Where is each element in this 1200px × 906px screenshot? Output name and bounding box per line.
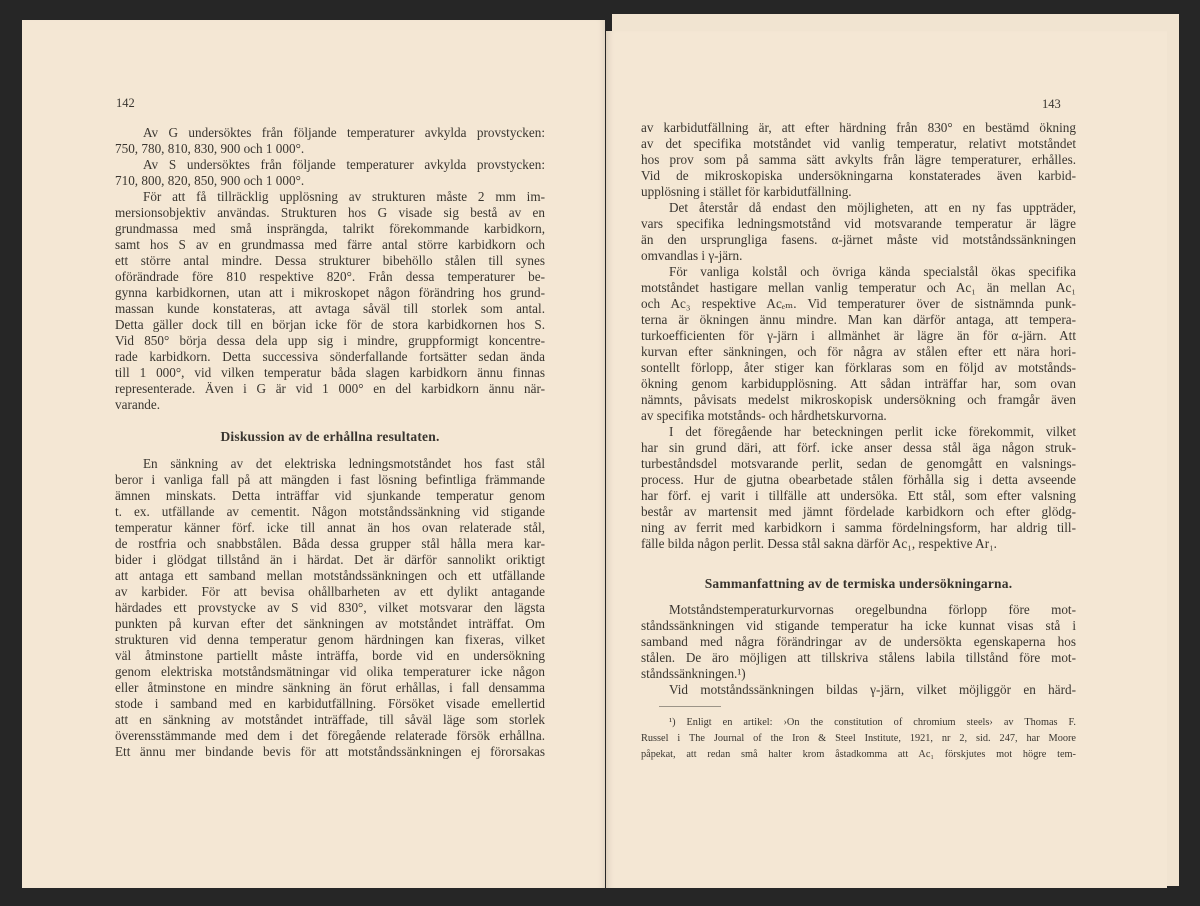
text-line: ett större antal mindre. Dessa strukturer bibehöllo stålen till synes [115, 253, 545, 268]
page-number: 143 [1042, 97, 1061, 111]
text-line: bider i glödgat tillstånd än i härdat. Det är därför sannolikt oriktigt [115, 552, 545, 567]
text-line: omvandlas i γ-järn. [641, 248, 743, 263]
text-line: kurvan efter sänkningen, och för några av stålen efter ett nära hori- [641, 344, 1076, 359]
text-line: temperatur känner förf. icke till annat än hos ovan relaterade stål, [115, 520, 545, 535]
text-line: Vid 850° börja dessa dela upp sig i mindre, gruppformigt koncentre- [115, 333, 545, 348]
text-line: av specifika motstånds- och hårdhetskurvorna. [641, 408, 887, 423]
left-page [22, 20, 605, 888]
text-block [115, 456, 545, 760]
text-line: beror i vanliga fall på att mängden i fast lösning befintliga främmande [115, 472, 545, 487]
text-line: ning av ferrit med karbidkorn i samma fördelningsform, har aldrig till- [641, 520, 1076, 535]
paragraph [641, 424, 1076, 552]
text-line: att en sänkning av motståndet inträffade, till såväl läge som storlek [115, 712, 545, 727]
paragraph [115, 125, 545, 157]
text-line: sontellt förlopp, åter stiger kan förklaras som en följd av motstånds- [641, 360, 1076, 375]
text-line: stode i samband med en karbidutfällning. Försöket visade emellertid [115, 696, 545, 711]
section-heading: Diskussion av de erhållna resultaten. [220, 429, 440, 444]
right-page [606, 31, 1167, 888]
paragraph [115, 157, 545, 189]
text-line: ståndssänkningen vid stigande temperatur ha icke kunnat visas stå i [641, 618, 1076, 633]
text-line: turkoefficienten för γ-järn i allmänhet är lägre än för α-järn. Att [641, 328, 1076, 343]
text-line: rade karbidkorn. Detta successiva sönderfallande fortsätter sedan ända [115, 349, 545, 364]
text-line: fälle bilda någon perlit. Dessa stål sakna därför Ac₁, respektive Ar₁. [641, 536, 997, 551]
text-line: process. Hur de gjutna obearbetade stålen förhålla sig i detta avseende [641, 472, 1076, 487]
text-line: Det återstår då endast den möjligheten, att en ny fas uppträder, [669, 200, 1076, 215]
text-line: ståndssänkningen.¹) [641, 666, 746, 681]
text-line: terna är ökningen ännu mindre. Man kan därför antaga, att tempera- [641, 312, 1076, 327]
text-line: Vid de mikroskopiska undersökningarna konstaterades även karbid- [641, 168, 1076, 183]
footnote-line: Russel i The Journal of the Iron & Steel Institute, 1921, nr 2, sid. 247, har Moore [641, 733, 1076, 744]
footnote-line: ¹) Enligt en artikel: ›On the constitution of chromium steels› av Thomas F. [669, 717, 1076, 728]
page-number: 142 [116, 96, 135, 110]
text-line: En sänkning av det elektriska ledningsmotståndet hos fast stål [143, 456, 545, 471]
text-line: grundmassa med små insprängda, talrikt förekommande karbidkorn, [115, 221, 545, 236]
paragraph [641, 682, 1076, 698]
text-line: eller åtminstone en mindre sänkning än förut erhållas, i fall densamma [115, 680, 545, 695]
footnote-line: påpekat, att redan små halter krom åstadkomma att Ac₁ förskjutes mot högre tem- [641, 749, 1076, 760]
paragraph [641, 120, 1076, 200]
text-line: strukturen vid denna temperatur genom härdningen kan fixeras, vilket [115, 632, 545, 647]
text-line: väl åtminstone partiellt måste inträffa, borde vid en undersökning [115, 648, 545, 663]
text-line: har sin grund däri, att förf. icke anser dessa stål äga någon struk- [641, 440, 1076, 455]
text-line: oförändrade före 810 respektive 820°. Från dessa temperaturer be- [115, 269, 545, 284]
text-line: hos prov som på samma sätt avkylts från lägre temperaturer, erhålles. [641, 152, 1076, 167]
paragraph [641, 264, 1076, 424]
text-line: 710, 800, 820, 850, 900 och 1 000°. [115, 173, 305, 188]
text-line: varande. [115, 397, 161, 412]
text-line: till 1 000°, vid vilken temperatur båda slagen karbidkorn ännu finnas [115, 365, 545, 380]
text-line: I det föregående har beteckningen perlit icke förekommit, vilket [669, 424, 1076, 439]
footnote-rule [659, 706, 721, 707]
footnote [641, 715, 1076, 763]
paragraph [115, 189, 545, 413]
text-line: av karbider. För att bevisa ohållbarheten av ett dylikt antagande [115, 584, 545, 599]
text-line: Av G undersöktes från följande temperaturer avkylda provstycken: [143, 125, 545, 140]
text-line: ökning genom karbidupplösning. Att sådan inträffar har, som ovan [641, 376, 1076, 391]
text-line: För att få tillräcklig upplösning av strukturen måste 2 mm im- [143, 189, 545, 204]
section-heading: Sammanfattning av de termiska undersökningarna. [704, 576, 1013, 591]
text-line: genom elektriska motståndsmätningar vid olika temperaturer icke någon [115, 664, 545, 679]
text-line: och Ac₃ respektive Acₑₘ. Vid temperaturer över de sistnämnda punk- [641, 296, 1076, 311]
text-line: motståndet hastigare mellan vanlig temperatur och Ac₁ än mellan Ac₁ [641, 280, 1076, 295]
paragraph [641, 200, 1076, 264]
text-line: turbeståndsdel motsvarande perlit, sedan de genomgått en valsnings- [641, 456, 1076, 471]
text-line: vars specifika ledningsmotstånd vid motsvarande temperatur är lägre [641, 216, 1076, 231]
text-line: upplösning i stället för karbidutfällning. [641, 184, 852, 199]
paragraph [115, 456, 545, 760]
text-line: av det specifika motståndet vid vanlig temperatur, relativt motståndet [641, 136, 1076, 151]
text-line: mersionsobjektiv användas. Strukturen hos G visade sig bestå av en [115, 205, 545, 220]
text-line: att antaga ett samband mellan motståndssänkningen och ett utfällande [115, 568, 545, 583]
text-block [641, 120, 1076, 552]
text-line: stålen. De äro möjligen att tillskriva stålens labila tillstånd före mot- [641, 650, 1076, 665]
text-line: har förf. ej varit i tillfälle att undersöka. Ett stål, som efter valsning [641, 488, 1076, 503]
text-line: de rostfria och snabbstålen. Båda dessa grupper stål hålla mera kar- [115, 536, 545, 551]
text-line: Motståndstemperaturkurvornas oregelbundna förlopp före mot- [669, 602, 1076, 617]
text-line: består av martensit med jämnt fördelade karbidkorn och efter glödg- [641, 504, 1076, 519]
paragraph [641, 602, 1076, 682]
text-line: För vanliga kolstål och övriga kända specialstål ökas specifika [669, 264, 1076, 279]
text-line: ämnen minskats. Detta inträffar vid sjunkande temperatur genom [115, 488, 545, 503]
text-line: Av S undersöktes från följande temperaturer avkylda provstycken: [143, 157, 545, 172]
text-line: härdades ett provstycke av S vid 830°, vilket motsvarar den lägsta [115, 600, 545, 615]
text-line: än den ursprungliga fasens. α-järnet måste vid motståndssänkningen [641, 232, 1076, 247]
text-line: Ett ännu mer bindande bevis för att motståndssänkningen ej förorsakas [115, 744, 545, 759]
text-line: Vid motståndssänkningen bildas γ-järn, vilket möjliggör en härd- [669, 682, 1076, 697]
text-line: samt hos S av en grundmassa med färre antal större karbidkorn och [115, 237, 545, 252]
text-line: samband med några förändringar av de undersökta egenskaperna hos [641, 634, 1076, 649]
text-line: punkten på kurvan efter det sänkningen av motståndet inträffat. Om [115, 616, 545, 631]
text-line: Detta gäller dock till en början icke för de stora karbidkornen hos S. [115, 317, 545, 332]
text-block [641, 602, 1076, 698]
text-line: 750, 780, 810, 830, 900 och 1 000°. [115, 141, 305, 156]
text-line: av karbidutfällning är, att efter härdning från 830° en bestämd ökning [641, 120, 1076, 135]
text-line: nämnts, påvisats medelst mikroskopisk undersökning och framgår även [641, 392, 1076, 407]
text-line: t. ex. utfällande av cementit. Någon motståndssänkning vid stigande [115, 504, 545, 519]
text-line: överensstämmande med dem i det föregående relaterade försök erhållna. [115, 728, 545, 743]
text-line: gynna karbidkornen, utan att i mikroskopet någon förändring hos grund- [115, 285, 545, 300]
text-line: representerade. Även i G är vid 1 000° en del karbidkorn ännu när- [115, 381, 545, 396]
text-block [115, 125, 545, 413]
text-line: massan kunde konstateras, att avtaga såväl till storlek som antal. [115, 301, 545, 316]
